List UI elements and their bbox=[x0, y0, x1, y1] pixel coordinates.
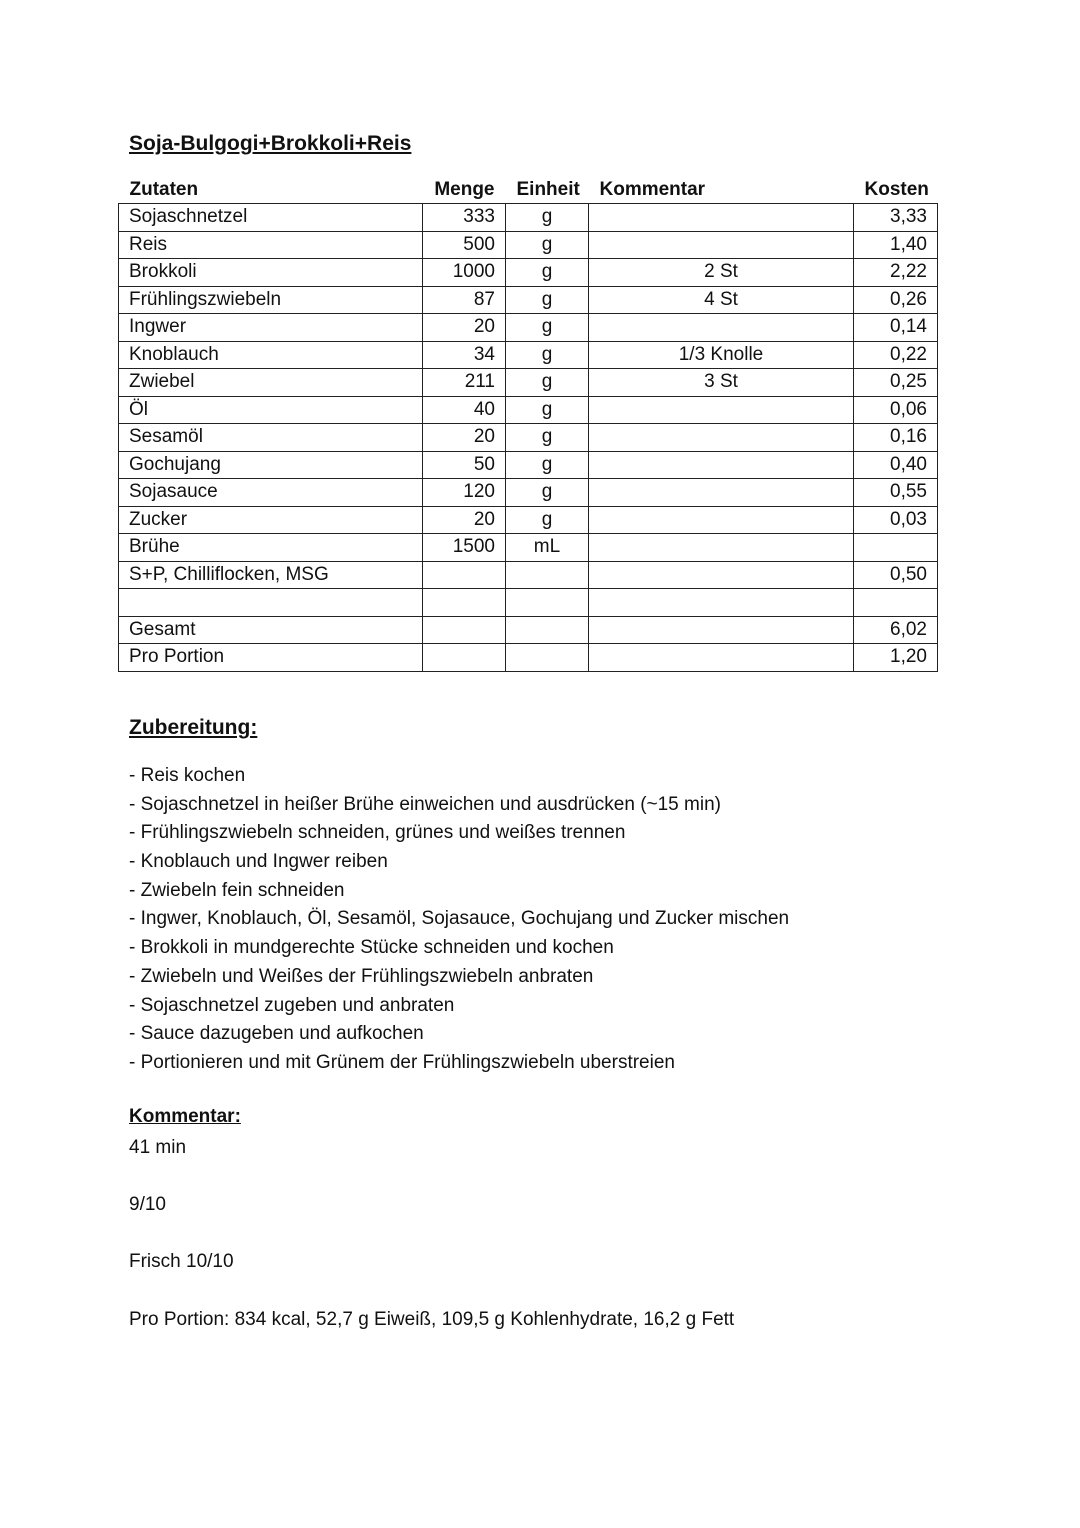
cell-unit: g bbox=[506, 369, 589, 397]
cell-amount: 87 bbox=[423, 286, 506, 314]
header-ingredients: Zutaten bbox=[129, 179, 199, 200]
cell-cost: 0,03 bbox=[854, 506, 938, 534]
cell-amount: 211 bbox=[423, 369, 506, 397]
table-row bbox=[119, 424, 938, 452]
cell-comment bbox=[589, 589, 854, 617]
cell-unit: g bbox=[506, 424, 589, 452]
preparation-step: - Sauce dazugeben und aufkochen bbox=[129, 1023, 424, 1045]
preparation-heading: Zubereitung: bbox=[129, 716, 258, 739]
header-unit: Einheit bbox=[516, 179, 580, 200]
table-row bbox=[119, 644, 938, 672]
preparation-step: - Zwiebeln und Weißes der Frühlingszwiebeln anbraten bbox=[129, 965, 594, 987]
cell-amount: 20 bbox=[423, 314, 506, 342]
cell-amount: 500 bbox=[423, 231, 506, 259]
table-row bbox=[119, 589, 938, 617]
preparation-step: - Reis kochen bbox=[129, 765, 246, 786]
ingredients-table bbox=[118, 176, 938, 672]
cell-amount: 50 bbox=[423, 451, 506, 479]
comment-nutrition: Pro Portion: 834 kcal, 52,7 g Eiweiß, 109,5 g Kohlenhydrate, 16,2 g Fett bbox=[129, 1309, 735, 1330]
cell-cost: 0,06 bbox=[854, 396, 938, 424]
cell-unit bbox=[506, 561, 589, 589]
cell-unit: g bbox=[506, 204, 589, 232]
cell-unit bbox=[506, 644, 589, 672]
preparation-step: - Sojaschnetzel zugeben und anbraten bbox=[129, 994, 455, 1016]
cell-comment bbox=[589, 534, 854, 562]
table-row bbox=[119, 369, 938, 397]
cell-comment: 1/3 Knolle bbox=[589, 341, 854, 369]
cell-unit: mL bbox=[506, 534, 589, 562]
table-row bbox=[119, 314, 938, 342]
table-row bbox=[119, 396, 938, 424]
cell-comment bbox=[589, 314, 854, 342]
cell-ingredient: Gochujang bbox=[119, 451, 423, 479]
cell-ingredient: Brühe bbox=[119, 534, 423, 562]
table-body bbox=[119, 204, 938, 672]
cell-unit bbox=[506, 589, 589, 617]
preparation-step: - Zwiebeln fein schneiden bbox=[129, 879, 345, 901]
header-comment: Kommentar bbox=[599, 179, 706, 200]
comment-time: 41 min bbox=[129, 1137, 187, 1158]
cell-cost bbox=[854, 589, 938, 617]
preparation-steps bbox=[129, 762, 789, 1078]
cell-ingredient: Reis bbox=[119, 231, 423, 259]
cell-cost: 0,22 bbox=[854, 341, 938, 369]
cell-amount: 20 bbox=[423, 506, 506, 534]
cell-ingredient: Gesamt bbox=[119, 616, 423, 644]
cell-comment: 2 St bbox=[589, 259, 854, 287]
table-row bbox=[119, 534, 938, 562]
table-row bbox=[119, 451, 938, 479]
table-row bbox=[119, 286, 938, 314]
comment-fresh-rating: Frisch 10/10 bbox=[129, 1251, 234, 1272]
header-amount: Menge bbox=[434, 179, 495, 200]
cell-unit: g bbox=[506, 396, 589, 424]
cell-unit bbox=[506, 616, 589, 644]
cell-unit: g bbox=[506, 286, 589, 314]
cell-comment: 4 St bbox=[589, 286, 854, 314]
cell-ingredient: Zwiebel bbox=[119, 369, 423, 397]
table-row bbox=[119, 259, 938, 287]
cell-cost: 1,20 bbox=[854, 644, 938, 672]
table-row bbox=[119, 506, 938, 534]
cell-ingredient: Zucker bbox=[119, 506, 423, 534]
table-row bbox=[119, 204, 938, 232]
cell-comment bbox=[589, 506, 854, 534]
cell-ingredient: S+P, Chilliflocken, MSG bbox=[119, 561, 423, 589]
cell-unit: g bbox=[506, 314, 589, 342]
cell-comment: 3 St bbox=[589, 369, 854, 397]
cell-amount: 34 bbox=[423, 341, 506, 369]
preparation-step: - Knoblauch und Ingwer reiben bbox=[129, 851, 388, 873]
cell-cost: 0,50 bbox=[854, 561, 938, 589]
table-row bbox=[119, 616, 938, 644]
header-cost: Kosten bbox=[864, 179, 929, 200]
cell-ingredient: Sojasauce bbox=[119, 479, 423, 507]
preparation-step: - Frühlingszwiebeln schneiden, grünes und weißes trennen bbox=[129, 822, 626, 844]
cell-amount: 40 bbox=[423, 396, 506, 424]
cell-ingredient bbox=[119, 589, 423, 617]
cell-comment bbox=[589, 204, 854, 232]
cell-cost: 1,40 bbox=[854, 231, 938, 259]
comment-heading: Kommentar: bbox=[129, 1106, 241, 1127]
preparation-step: - Portionieren und mit Grünem der Frühlingszwiebeln uberstreien bbox=[129, 1051, 675, 1073]
cell-cost: 0,40 bbox=[854, 451, 938, 479]
table-row bbox=[119, 341, 938, 369]
cell-cost bbox=[854, 534, 938, 562]
cell-ingredient: Brokkoli bbox=[119, 259, 423, 287]
cell-cost: 6,02 bbox=[854, 616, 938, 644]
cell-comment bbox=[589, 479, 854, 507]
cell-unit: g bbox=[506, 231, 589, 259]
preparation-step: - Sojaschnetzel in heißer Brühe einweichen und ausdrücken (~15 min) bbox=[129, 793, 721, 815]
cell-comment bbox=[589, 451, 854, 479]
cell-amount bbox=[423, 561, 506, 589]
cell-ingredient: Pro Portion bbox=[119, 644, 423, 672]
comment-rating: 9/10 bbox=[129, 1194, 166, 1215]
table-header-row bbox=[119, 176, 938, 204]
cell-cost: 0,55 bbox=[854, 479, 938, 507]
preparation-step: - Ingwer, Knoblauch, Öl, Sesamöl, Sojasauce, Gochujang und Zucker mischen bbox=[129, 908, 790, 930]
cell-amount: 1500 bbox=[423, 534, 506, 562]
cell-comment bbox=[589, 424, 854, 452]
table-header bbox=[119, 176, 938, 204]
table-row bbox=[119, 561, 938, 589]
cell-cost: 0,16 bbox=[854, 424, 938, 452]
cell-cost: 2,22 bbox=[854, 259, 938, 287]
cell-amount bbox=[423, 589, 506, 617]
page-title: Soja-Bulgogi+Brokkoli+Reis bbox=[129, 132, 412, 155]
cell-unit: g bbox=[506, 506, 589, 534]
cell-ingredient: Sojaschnetzel bbox=[119, 204, 423, 232]
cell-cost: 0,25 bbox=[854, 369, 938, 397]
cell-unit: g bbox=[506, 341, 589, 369]
cell-ingredient: Öl bbox=[119, 396, 423, 424]
cell-unit: g bbox=[506, 259, 589, 287]
cell-ingredient: Sesamöl bbox=[119, 424, 423, 452]
cell-cost: 0,14 bbox=[854, 314, 938, 342]
cell-amount: 1000 bbox=[423, 259, 506, 287]
preparation-step: - Brokkoli in mundgerechte Stücke schneiden und kochen bbox=[129, 937, 614, 959]
cell-comment bbox=[589, 231, 854, 259]
cell-amount bbox=[423, 644, 506, 672]
cell-unit: g bbox=[506, 479, 589, 507]
cell-comment bbox=[589, 644, 854, 672]
cell-comment bbox=[589, 396, 854, 424]
table-row bbox=[119, 231, 938, 259]
cell-amount: 20 bbox=[423, 424, 506, 452]
table-row bbox=[119, 479, 938, 507]
cell-comment bbox=[589, 616, 854, 644]
cell-cost: 0,26 bbox=[854, 286, 938, 314]
cell-amount: 120 bbox=[423, 479, 506, 507]
cell-ingredient: Ingwer bbox=[119, 314, 423, 342]
cell-cost: 3,33 bbox=[854, 204, 938, 232]
cell-ingredient: Knoblauch bbox=[119, 341, 423, 369]
cell-comment bbox=[589, 561, 854, 589]
cell-amount: 333 bbox=[423, 204, 506, 232]
cell-unit: g bbox=[506, 451, 589, 479]
cell-amount bbox=[423, 616, 506, 644]
cell-ingredient: Frühlingszwiebeln bbox=[119, 286, 423, 314]
